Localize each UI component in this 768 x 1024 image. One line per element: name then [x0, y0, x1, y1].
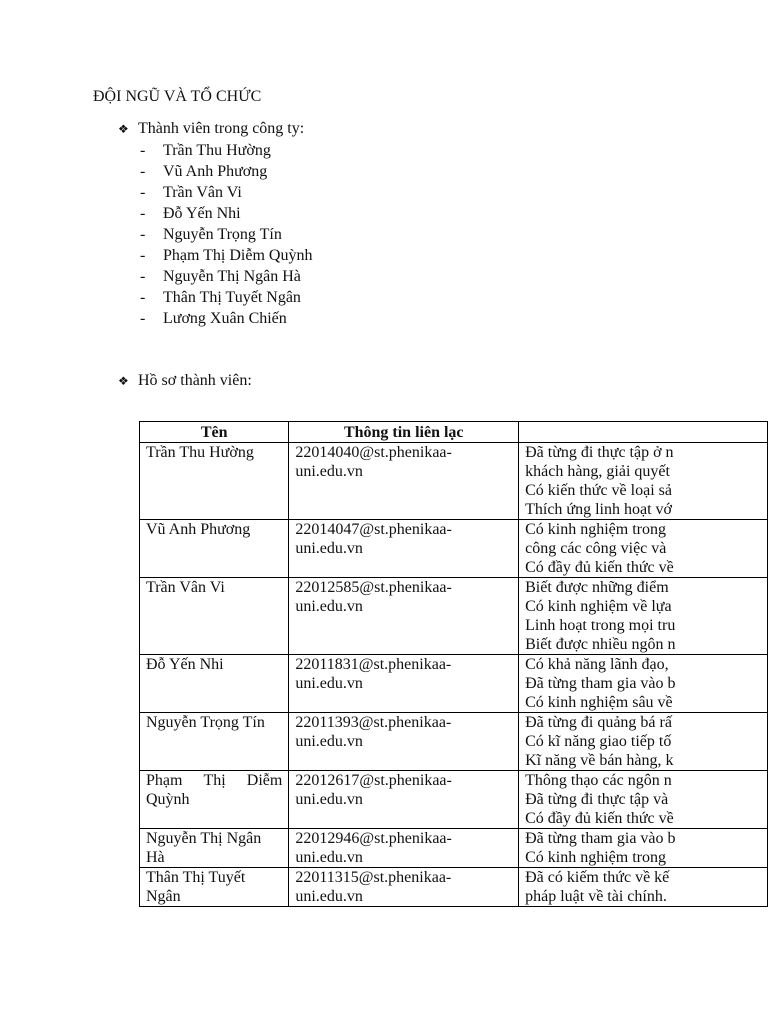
detail-line: Có kinh nghiệm trong [525, 849, 666, 866]
cell-name: Đỗ Yến Nhi [140, 655, 289, 713]
detail-line: Đã từng tham gia vào b [525, 830, 676, 847]
cell-contact-email: 22012946@st.phenikaa-uni.edu.vn [289, 829, 519, 868]
table-row [140, 771, 768, 829]
detail-line: khách hàng, giải quyết [525, 463, 670, 480]
cell-details [519, 771, 768, 829]
member-name: Phạm Thị Diễm Quỳnh [163, 247, 313, 264]
dash-bullet: - [140, 142, 146, 159]
detail-line: Có đầy đủ kiến thức về [525, 810, 674, 827]
cell-contact-email: 22011831@st.phenikaa-uni.edu.vn [289, 655, 519, 713]
detail-line: Có khả năng lãnh đạo, [525, 656, 669, 673]
cell-name [140, 771, 289, 829]
table-row [140, 520, 768, 578]
cell-contact-email: 22014047@st.phenikaa-uni.edu.vn [289, 520, 519, 578]
detail-line: Đã từng tham gia vào b [525, 675, 676, 692]
list-item [140, 287, 312, 308]
detail-line: công các công việc và [525, 540, 667, 557]
table-row [140, 443, 768, 520]
cell-contact-email: 22012617@st.phenikaa-uni.edu.vn [289, 771, 519, 829]
detail-line: Có kiến thức về loại sả [525, 482, 672, 499]
header-contact: Thông tin liên lạc [289, 422, 519, 443]
table-row [140, 713, 768, 771]
member-list [140, 140, 312, 329]
name-word: Quỳnh [146, 791, 190, 808]
detail-line: Biết được nhiều ngôn n [525, 636, 676, 653]
dash-bullet: - [140, 184, 146, 201]
dash-bullet: - [140, 268, 146, 285]
member-name: Trần Thu Hường [163, 142, 271, 159]
member-name: Vũ Anh Phương [163, 163, 268, 180]
detail-line: Đã có kiếm thức về kế [525, 869, 670, 886]
list-item [140, 308, 312, 329]
member-name: Nguyễn Thị Ngân Hà [163, 268, 301, 285]
list-item [140, 245, 312, 266]
profile-section-title [118, 371, 252, 391]
name-word: Phạm [146, 772, 183, 789]
diamond-bullet-icon: ❖ [118, 374, 129, 388]
table-row [140, 655, 768, 713]
cell-details [519, 829, 768, 868]
page-heading: ĐỘI NGŨ VÀ TỔ CHỨC [93, 88, 262, 105]
list-item [140, 224, 312, 245]
cell-details [519, 520, 768, 578]
dash-bullet: - [140, 310, 146, 327]
detail-line: Có kinh nghiệm về lựa [525, 598, 672, 615]
detail-line: Có kinh nghiệm sâu về [525, 694, 673, 711]
detail-line: Thông thạo các ngôn n [525, 772, 672, 789]
member-name: Trần Vân Vi [163, 184, 242, 201]
detail-line: Đã từng đi quảng bá rấ [525, 714, 672, 731]
dash-bullet: - [140, 205, 146, 222]
detail-line: pháp luật về tài chính. [525, 888, 667, 905]
header-name: Tên [140, 422, 289, 443]
detail-line: Đã từng đi thực tập ở n [525, 444, 674, 461]
detail-line: Thích ứng linh hoạt vớ [525, 501, 672, 518]
cell-contact-email: 22011315@st.phenikaa-uni.edu.vn [289, 868, 519, 907]
cell-name: Trần Thu Hường [140, 443, 289, 520]
cell-details [519, 655, 768, 713]
member-name: Thân Thị Tuyết Ngân [163, 289, 301, 306]
dash-bullet: - [140, 226, 146, 243]
table-row [140, 868, 768, 907]
list-item [140, 161, 312, 182]
detail-line: Đã từng đi thực tập và [525, 791, 669, 808]
cell-name: Nguyễn Thị Ngân Hà [140, 829, 289, 868]
dash-bullet: - [140, 289, 146, 306]
list-item [140, 266, 312, 287]
member-name: Lương Xuân Chiến [163, 310, 287, 327]
cell-name: Thân Thị Tuyết Ngân [140, 868, 289, 907]
profile-title-text: Hồ sơ thành viên: [138, 372, 252, 389]
table-header-row [140, 422, 768, 443]
detail-line: Kĩ năng về bán hàng, k [525, 752, 674, 769]
detail-line: Có đầy đủ kiến thức về [525, 559, 674, 576]
cell-details [519, 443, 768, 520]
cell-name: Nguyễn Trọng Tín [140, 713, 289, 771]
detail-line: Có kĩ năng giao tiếp tố [525, 733, 672, 750]
cell-name: Vũ Anh Phương [140, 520, 289, 578]
table-row [140, 578, 768, 655]
members-title-text: Thành viên trong công ty: [138, 120, 305, 137]
detail-line: Có kinh nghiệm trong [525, 521, 666, 538]
dash-bullet: - [140, 247, 146, 264]
name-word: Diễm [246, 772, 283, 789]
list-item [140, 203, 312, 224]
name-justified-line [146, 771, 282, 790]
cell-contact-email: 22014040@st.phenikaa-uni.edu.vn [289, 443, 519, 520]
diamond-bullet-icon: ❖ [118, 122, 129, 136]
cell-name: Trần Vân Vi [140, 578, 289, 655]
cell-details [519, 713, 768, 771]
cell-details [519, 578, 768, 655]
member-name: Đỗ Yến Nhi [163, 205, 241, 222]
cell-contact-email: 22012585@st.phenikaa-uni.edu.vn [289, 578, 519, 655]
table-row [140, 829, 768, 868]
members-section-title [118, 119, 304, 139]
member-name: Nguyễn Trọng Tín [163, 226, 282, 243]
name-word: Thị [203, 772, 226, 789]
cell-details [519, 868, 768, 907]
list-item [140, 140, 312, 161]
list-item [140, 182, 312, 203]
detail-line: Biết được những điểm [525, 579, 669, 596]
dash-bullet: - [140, 163, 146, 180]
detail-line: Linh hoạt trong mọi tru [525, 617, 676, 634]
member-profile-table [139, 421, 768, 907]
cell-contact-email: 22011393@st.phenikaa-uni.edu.vn [289, 713, 519, 771]
header-details [519, 422, 768, 443]
